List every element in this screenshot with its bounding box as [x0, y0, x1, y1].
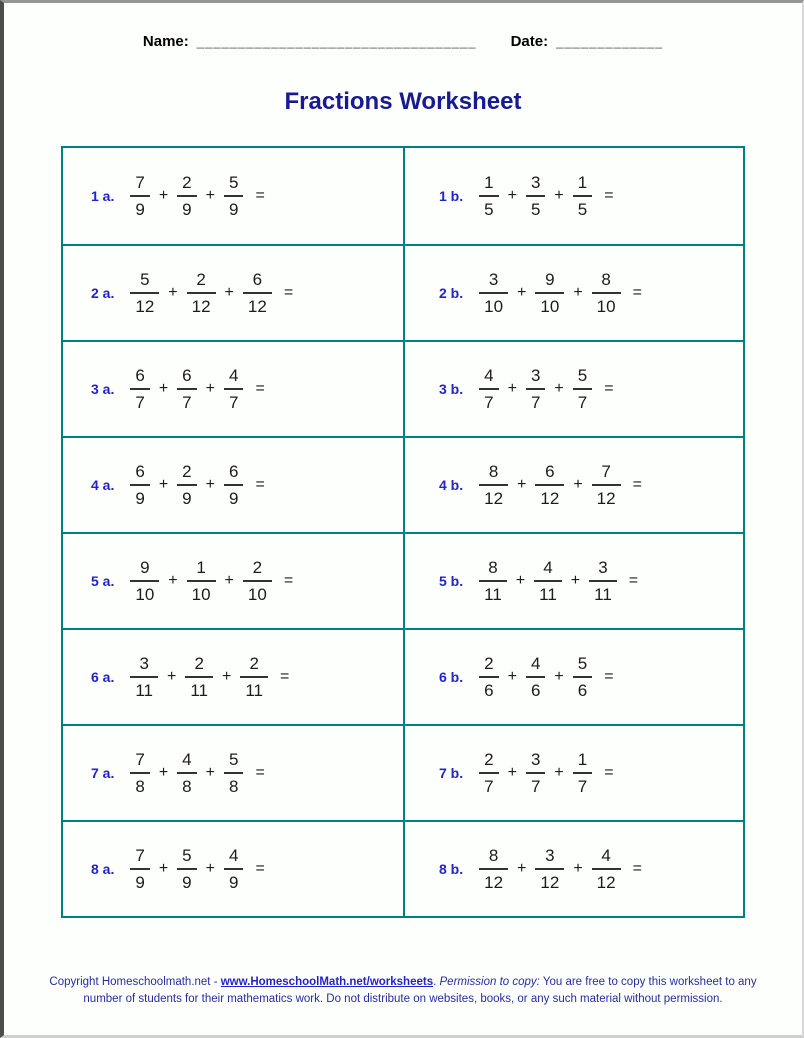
problem-label: 8 b.: [439, 861, 464, 877]
fraction-denominator: 12: [130, 292, 159, 317]
fraction-denominator: 12: [243, 292, 272, 317]
fraction-numerator: 6: [228, 461, 239, 481]
problem-expression: [130, 557, 293, 606]
fraction-numerator: 4: [530, 653, 541, 673]
fraction-denominator: 9: [224, 484, 243, 509]
fraction-numerator: 3: [598, 557, 608, 577]
equals-sign: =: [604, 668, 614, 685]
plus-sign: +: [158, 764, 169, 781]
fraction-denominator: 9: [177, 868, 196, 893]
plus-sign: +: [570, 572, 581, 589]
fraction-denominator: 7: [177, 388, 196, 413]
problem-cell: [403, 628, 743, 724]
date-blank-line: _____________: [556, 34, 664, 49]
fraction-denominator: 9: [130, 868, 149, 893]
equals-sign: =: [283, 572, 294, 589]
plus-sign: +: [554, 668, 564, 685]
fraction: [130, 365, 149, 414]
fraction: [573, 172, 592, 221]
plus-sign: +: [168, 572, 178, 589]
fraction: [130, 749, 149, 798]
fraction: [535, 269, 564, 318]
fraction: [177, 845, 196, 894]
fraction-denominator: 10: [592, 292, 621, 317]
fraction-numerator: 3: [139, 653, 149, 673]
fraction-denominator: 11: [534, 580, 562, 605]
footer-copyright: [4, 974, 802, 1007]
problem-cell: [63, 244, 403, 340]
fraction-numerator: 2: [194, 653, 204, 673]
name-blank-line: __________________________________: [196, 34, 477, 49]
fraction-denominator: 8: [224, 772, 243, 797]
equals-sign: =: [628, 572, 639, 589]
fraction: [534, 557, 562, 606]
fraction-denominator: 7: [224, 388, 243, 413]
plus-sign: +: [205, 380, 215, 397]
equals-sign: =: [280, 668, 290, 685]
fraction: [224, 365, 243, 414]
fraction-numerator: 4: [543, 557, 553, 577]
name-label: Name:: [142, 33, 189, 50]
fraction: [592, 461, 621, 510]
fraction-denominator: 5: [526, 195, 545, 220]
fraction: [187, 269, 216, 318]
plus-sign: +: [554, 187, 564, 204]
problem-label: 7 b.: [439, 765, 464, 781]
fraction: [177, 172, 196, 221]
name-date-row: [4, 33, 802, 50]
fraction-numerator: 3: [530, 172, 541, 192]
fraction-numerator: 5: [140, 269, 150, 289]
plus-sign: +: [554, 380, 564, 397]
fraction: [243, 557, 272, 606]
fraction-denominator: 9: [224, 195, 243, 220]
fraction-denominator: 9: [130, 195, 149, 220]
fraction-numerator: 4: [484, 365, 494, 385]
footer-line-1: [4, 974, 802, 991]
plus-sign: +: [224, 572, 234, 589]
fraction-numerator: 4: [228, 365, 239, 385]
plus-sign: +: [507, 764, 517, 781]
fraction-denominator: 10: [243, 580, 272, 605]
fraction-numerator: 7: [135, 845, 145, 865]
fraction: [592, 845, 621, 894]
problem-expression: [130, 461, 264, 510]
problem-cell: [63, 820, 403, 916]
fraction-numerator: 4: [182, 749, 192, 769]
plus-sign: +: [158, 380, 169, 397]
footer-line-2: number of students for their mathematics work. Do not distribute on websites, books, or any such material without permission.: [83, 992, 723, 1005]
problem-cell: [63, 628, 403, 724]
fraction: [573, 365, 592, 414]
fraction-denominator: 12: [479, 868, 508, 893]
equals-sign: =: [255, 380, 265, 397]
footer-line1-tail: You are free to copy this worksheet to any: [539, 976, 757, 988]
plus-sign: +: [158, 187, 169, 204]
copyright-text: Copyright Homeschoolmath.net -: [49, 976, 221, 988]
fraction: [224, 461, 243, 510]
fraction-denominator: 6: [479, 676, 498, 701]
fraction-numerator: 7: [135, 749, 145, 769]
plus-sign: +: [205, 187, 215, 204]
worksheets-link[interactable]: www.HomeschoolMath.net/worksheets: [220, 976, 434, 988]
problem-label: 8 a.: [91, 861, 115, 877]
equals-sign: =: [255, 764, 265, 781]
plus-sign: +: [573, 284, 583, 301]
problem-label: 3 b.: [439, 381, 464, 397]
fraction-denominator: 11: [479, 580, 507, 605]
fraction: [224, 172, 243, 221]
problem-expression: [479, 749, 613, 798]
fraction: [573, 749, 592, 798]
fraction-denominator: 10: [479, 292, 508, 317]
fraction-numerator: 2: [484, 749, 494, 769]
fraction: [479, 461, 508, 510]
fraction: [526, 365, 545, 414]
fraction-denominator: 7: [479, 388, 498, 413]
fraction-denominator: 11: [130, 676, 158, 701]
problem-cell: [403, 148, 743, 244]
problem-label: 6 a.: [91, 669, 115, 685]
fraction-denominator: 7: [573, 388, 592, 413]
fraction-denominator: 11: [589, 580, 617, 605]
plus-sign: +: [167, 668, 177, 685]
fraction: [243, 269, 272, 318]
plus-sign: +: [507, 380, 517, 397]
fraction: [187, 557, 216, 606]
fraction-denominator: 12: [535, 868, 564, 893]
equals-sign: =: [604, 380, 614, 397]
problem-expression: [479, 653, 613, 702]
fraction: [479, 557, 507, 606]
fraction: [535, 461, 564, 510]
fraction-numerator: 6: [135, 461, 145, 481]
problem-cell: [403, 340, 743, 436]
problem-cell: [63, 436, 403, 532]
date-label: Date:: [510, 33, 549, 50]
equals-sign: =: [604, 764, 614, 781]
equals-sign: =: [632, 476, 642, 493]
fraction: [479, 845, 508, 894]
fraction-denominator: 10: [130, 580, 159, 605]
equals-sign: =: [632, 860, 642, 877]
plus-sign: +: [554, 764, 564, 781]
fraction-denominator: 9: [177, 484, 196, 509]
fraction-numerator: 2: [196, 269, 206, 289]
problem-label: 5 a.: [91, 573, 115, 589]
fraction: [526, 172, 545, 221]
problem-expression: [130, 365, 264, 414]
plus-sign: +: [507, 668, 517, 685]
plus-sign: +: [205, 860, 215, 877]
problem-expression: [130, 845, 264, 894]
fraction-numerator: 3: [545, 845, 555, 865]
equals-sign: =: [283, 284, 294, 301]
fraction: [573, 653, 592, 702]
problem-cell: [403, 244, 743, 340]
problem-expression: [479, 845, 642, 894]
fraction-numerator: 1: [577, 749, 588, 769]
problem-expression: [479, 461, 642, 510]
fraction-denominator: 9: [130, 484, 149, 509]
fraction: [526, 653, 545, 702]
fraction: [130, 461, 149, 510]
problem-cell: [63, 532, 403, 628]
fraction: [479, 269, 508, 318]
fraction: [535, 845, 564, 894]
equals-sign: =: [255, 476, 265, 493]
fraction: [479, 172, 498, 221]
problem-label: 4 a.: [91, 477, 115, 493]
plus-sign: +: [168, 284, 178, 301]
problem-label: 7 a.: [91, 765, 115, 781]
fraction-numerator: 6: [545, 461, 555, 481]
fraction-denominator: 12: [592, 484, 621, 509]
problem-cell: [403, 820, 743, 916]
plus-sign: +: [158, 476, 169, 493]
problem-label: 1 b.: [439, 188, 464, 204]
fraction: [592, 269, 621, 318]
equals-sign: =: [255, 860, 265, 877]
problem-cell: [63, 340, 403, 436]
fraction-numerator: 6: [252, 269, 263, 289]
fraction-numerator: 1: [484, 172, 494, 192]
fraction-numerator: 5: [577, 653, 588, 673]
fraction-numerator: 3: [530, 749, 541, 769]
problem-cell: [403, 724, 743, 820]
problem-expression: [130, 653, 289, 702]
fraction-denominator: 7: [130, 388, 149, 413]
page-title: Fractions Worksheet: [284, 88, 522, 115]
plus-sign: +: [224, 284, 234, 301]
fraction: [479, 653, 498, 702]
fraction-numerator: 2: [484, 653, 494, 673]
fraction: [130, 269, 159, 318]
problem-cell: [403, 532, 743, 628]
fraction-numerator: 2: [182, 461, 192, 481]
fraction-denominator: 6: [526, 676, 545, 701]
fraction: [224, 749, 243, 798]
problem-expression: [479, 557, 638, 606]
fraction-denominator: 8: [177, 772, 196, 797]
fraction: [185, 653, 213, 702]
plus-sign: +: [573, 476, 583, 493]
plus-sign: +: [205, 476, 215, 493]
fraction-denominator: 11: [185, 676, 213, 701]
fraction-numerator: 2: [249, 653, 259, 673]
fraction: [177, 749, 196, 798]
fraction-denominator: 8: [130, 772, 149, 797]
problem-expression: [479, 269, 642, 318]
fraction-numerator: 2: [252, 557, 263, 577]
fraction: [130, 172, 149, 221]
fraction-denominator: 5: [573, 195, 592, 220]
fraction-numerator: 3: [488, 269, 499, 289]
problem-cell: [403, 436, 743, 532]
fraction-numerator: 6: [182, 365, 192, 385]
fraction-denominator: 7: [526, 772, 545, 797]
fraction-denominator: 7: [573, 772, 592, 797]
plus-sign: +: [517, 284, 527, 301]
after-link-text: .: [433, 976, 440, 988]
fraction-numerator: 4: [601, 845, 611, 865]
fraction-numerator: 1: [577, 172, 588, 192]
fraction: [130, 653, 158, 702]
fraction-numerator: 9: [140, 557, 150, 577]
fraction: [479, 749, 498, 798]
fraction-numerator: 4: [228, 845, 239, 865]
fraction-numerator: 5: [228, 172, 239, 192]
problem-label: 2 b.: [439, 285, 464, 301]
problem-label: 3 a.: [91, 381, 115, 397]
fraction-denominator: 12: [479, 484, 508, 509]
plus-sign: +: [205, 764, 215, 781]
fraction-denominator: 12: [535, 484, 564, 509]
problem-label: 6 b.: [439, 669, 464, 685]
fraction-denominator: 12: [187, 292, 216, 317]
fraction-numerator: 5: [182, 845, 192, 865]
problem-label: 2 a.: [91, 285, 115, 301]
fraction-numerator: 2: [182, 172, 192, 192]
equals-sign: =: [604, 187, 614, 204]
fraction-numerator: 8: [488, 557, 498, 577]
fraction: [589, 557, 617, 606]
problem-expression: [479, 172, 613, 221]
fraction-numerator: 5: [577, 365, 588, 385]
fraction: [240, 653, 268, 702]
equals-sign: =: [632, 284, 642, 301]
fraction-denominator: 10: [187, 580, 216, 605]
problem-cell: [63, 724, 403, 820]
plus-sign: +: [158, 860, 169, 877]
problem-expression: [130, 749, 264, 798]
problem-label: 4 b.: [439, 477, 464, 493]
fraction-numerator: 1: [196, 557, 206, 577]
permission-label: Permission to copy:: [439, 976, 540, 988]
fraction: [526, 749, 545, 798]
fraction-denominator: 11: [240, 676, 268, 701]
fraction: [479, 365, 498, 414]
fraction-numerator: 3: [530, 365, 541, 385]
fraction-numerator: 9: [545, 269, 555, 289]
problem-expression: [479, 365, 613, 414]
fraction-numerator: 7: [601, 461, 611, 481]
fraction-denominator: 6: [573, 676, 592, 701]
fraction-denominator: 5: [479, 195, 498, 220]
fraction-numerator: 6: [135, 365, 145, 385]
fraction-numerator: 7: [135, 172, 145, 192]
fraction-denominator: 10: [535, 292, 564, 317]
fraction-numerator: 8: [601, 269, 611, 289]
equals-sign: =: [255, 187, 265, 204]
fraction-denominator: 12: [592, 868, 621, 893]
problem-expression: [130, 269, 293, 318]
fraction-numerator: 5: [228, 749, 239, 769]
plus-sign: +: [517, 860, 527, 877]
fraction: [224, 845, 243, 894]
fraction-denominator: 7: [526, 388, 545, 413]
problem-expression: [130, 172, 264, 221]
problem-cell: [63, 148, 403, 244]
fraction: [130, 557, 159, 606]
problem-label: 1 a.: [91, 188, 115, 204]
fraction-denominator: 9: [177, 195, 196, 220]
plus-sign: +: [517, 476, 527, 493]
plus-sign: +: [507, 187, 517, 204]
fraction-numerator: 8: [488, 461, 499, 481]
fraction: [177, 365, 196, 414]
fraction-numerator: 8: [488, 845, 499, 865]
fraction-denominator: 7: [479, 772, 498, 797]
worksheet-grid: [61, 146, 745, 918]
plus-sign: +: [222, 668, 232, 685]
fraction: [130, 845, 149, 894]
problem-label: 5 b.: [439, 573, 464, 589]
plus-sign: +: [573, 860, 583, 877]
plus-sign: +: [515, 572, 526, 589]
fraction-denominator: 9: [224, 868, 243, 893]
fraction: [177, 461, 196, 510]
